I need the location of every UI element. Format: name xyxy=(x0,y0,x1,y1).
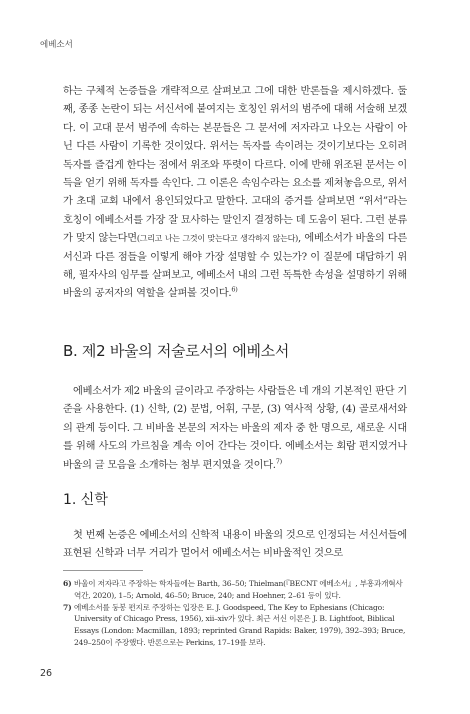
paragraph-intro-end: , 에베소서가 바울의 다른 서신과 다른 점들을 이렇게 해야 가장 설명할 수 있는가? 이 질문에 대답하기 위해, 필자사의 임무를 살펴보고, 에베소서 내의 그런 독특한 속성을 설명하기 위해 바울의 공저자의 역할을 살펴볼 것이다. xyxy=(63,233,407,300)
paragraph-deutero-pauline-body: 에베소서가 제2 바울의 글이라고 주장하는 사람들은 네 개의 기본적인 판단 기준을 사용한다. (1) 신학, (2) 문법, 어휘, 구문, (3) 역사적 상황, (4) 골로새서와의 관계 등이다. 그 비바울 본문의 저자는 바울의 제자 중 한 명으로, 새로운 시대를 위해 사도의 가르침을 계속 이어 간다는 것이다. 에베소서는 회람 편지였거나 바울의 글 모음을 소개하는 첨부 편지였을 것이다. xyxy=(63,386,407,471)
footnotes xyxy=(63,578,407,649)
page-number: 26 xyxy=(40,668,53,679)
paragraph-theology xyxy=(63,527,407,564)
footnote-text: 바울이 저자라고 주장하는 학자들에는 Barth, 36–50; Thielman(『BECNT 에베소서』, 부흥과개혁사 역간, 2020), 1–5; Arnold, 46–50; Bruce, 240; and Hoehner, 2–61 등이 있다. xyxy=(74,579,403,600)
paragraph-theology-text: 첫 번째 논증은 에베소서의 신학적 내용이 바울의 것으로 인정되는 서신서들에 표현된 신학과 너무 거리가 멀어서 에베소서는 비바울적인 것으로 xyxy=(63,530,407,560)
footnote-text: 에베소서를 둥봉 편지로 주장하는 입장은 E. J. Goodspeed, The Key to Ephesians (Chicago: University of Chicago Press, 1956), xii–xiv가 있다. 최근 서신 이론은 J. B. Lightfoot, Biblical Essays (London: Macmillan, 1893; reprinted Grand Rapids: Baker, 1979), 392–393; Bruce, 249–250이 주장했다. 반론으로는 Perkins, 17–19를 보라. xyxy=(74,602,406,647)
subsection-heading-theology: 1. 신학 xyxy=(63,492,108,508)
footnote-divider xyxy=(63,570,143,571)
footnote-6 xyxy=(63,578,407,602)
paragraph-intro-main: 하는 구체적 논증들을 개략적으로 살펴보고 그에 대한 반론들을 제시하겠다. 둘째, 종종 논란이 되는 서신서에 붙여지는 호칭인 위서의 범주에 대해 서술해 보겠다. 이 고대 문서 범주에 속하는 본문들은 그 문서에 저자라고 나오는 사람이 아닌 다른 사람이 기록한 것이었다. 위서는 독자를 속이려는 것이기보다는 오히려 독자를 즐겁게 한다는 점에서 위조와 뚜렷이 다르다. 이에 반해 위조된 문서는 이득을 얻기 위해 독자를 속인다. 그 이론은 속임수라는 요소를 제쳐놓음으로, 위서가 초대 교회 내에서 용인되었다고 말한다. 고대의 증거를 살펴보면 “위서”라는 호칭이 에베소서를 가장 잘 묘사하는 말인지 결정하는 데 도움이 된다. 그런 분류가 맞지 않는다면 xyxy=(63,86,407,245)
paragraph-intro xyxy=(63,83,407,304)
paragraph-intro-aside: (그리고 나는 그것이 맞는다고 생각하지 않는다) xyxy=(136,234,298,244)
running-head: 에베소서 xyxy=(40,40,73,50)
section-heading-b: B. 제2 바울의 저술로서의 에베소서 xyxy=(63,342,290,360)
paragraph-deutero-pauline-text xyxy=(63,383,407,475)
footnote-ref-7[interactable]: 7) xyxy=(275,457,282,466)
paragraph-deutero-pauline xyxy=(63,383,407,475)
footnote-number: 7) xyxy=(63,602,72,612)
paragraph-intro-text xyxy=(63,83,407,304)
footnote-number: 6) xyxy=(63,579,72,588)
footnote-ref-6[interactable]: 6) xyxy=(231,286,238,295)
footnote-7 xyxy=(63,602,407,649)
